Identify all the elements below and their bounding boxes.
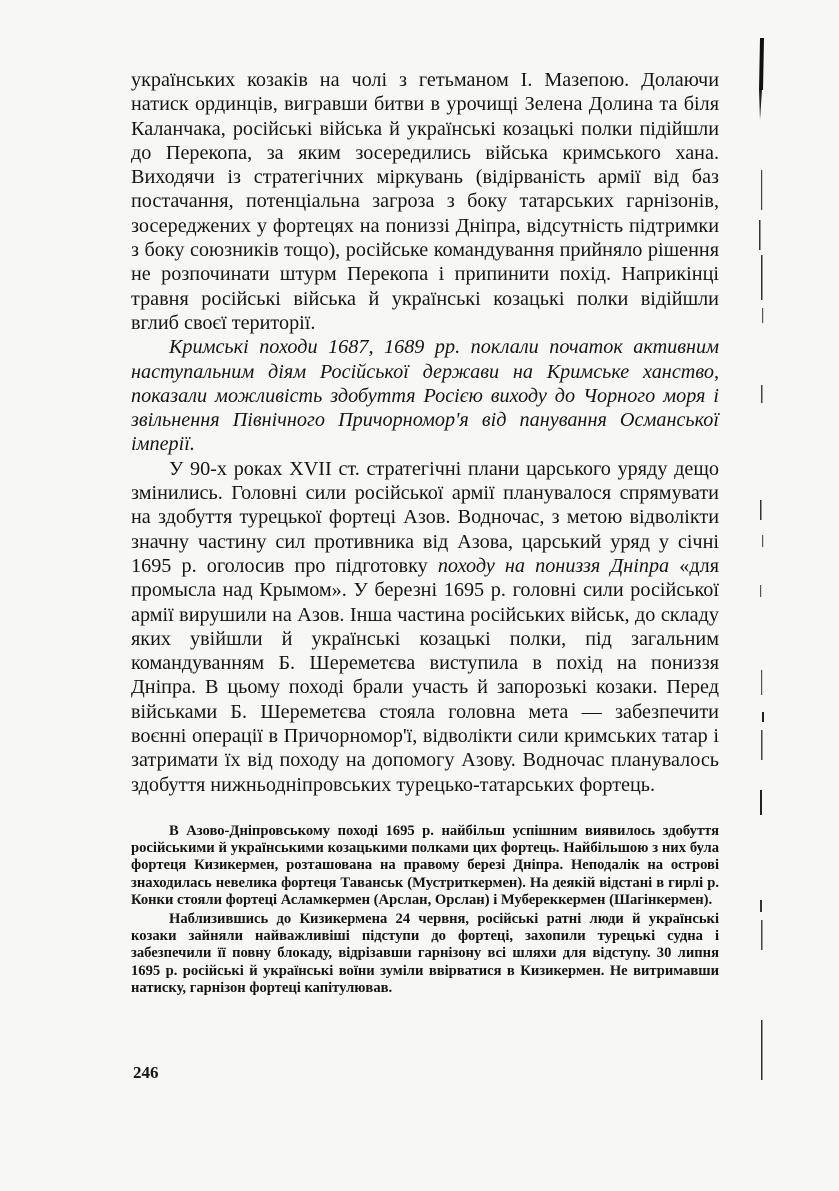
- note-paragraph-1: В Азово-Дніпровському поході 1695 р. найбільш успішним виявилось здобуття російськими й українськими козацькими полками цих фортець. Найбільшою з них була фортеця Кизикермен, розташована на правому березі Дніпра. Неподалік на острові знаходилась невелика фортеця Таванськ (Мустриткермен). На деякій відстані в гирлі р. Конки стояли фортеці Асламкермен (Арслан, Орслан) і Мубереккермен (Шагінкермен).: [131, 823, 719, 908]
- paragraph-3-after: «для промысла над Крымом». У березні 1695 р. головні сили російської армії вирушили на Азов. Інша частина російських військ, до складу яких увійшли й українські козацькі полки, під загальним командуванням Б. Шереметєва виступила в похід на пониззя Дніпра. В цьому поході брали участь й запорозькі козаки. Перед військами Б. Шереметєва стояла головна мета — забезпечити воєнні операції в Причорномор'ї, відволікти сили кримських татар і затримати їх від походу на допомогу Азову. Водночас планувалось здобуття нижньодніпровських турецько-татарських фортець.: [131, 554, 719, 796]
- page-number: 246: [133, 1063, 159, 1082]
- paragraph-2-italic-summary: Кримські походи 1687, 1689 рр. поклали початок активним наступальним діям Російської держави на Кримське ханство, показали можливість здобуття Росією виходу до Чорного моря і звільнення Північного Причорномор'я від панування Османської імперії.: [131, 336, 719, 456]
- small-print-section: [131, 823, 719, 997]
- paragraph-3-before: У 90-х роках XVII ст. стратегічні плани царського уряду дещо змінились. Головні сили російської армії планувалося спрямувати на здобуття турецької фортеці Азов. Водночас, з метою відволікти значну частину сил противника від Азова, царський уряд у січні 1695 р. оголосив про підготовку: [131, 457, 719, 577]
- paragraph-3: [131, 457, 719, 797]
- note-paragraph-2: Наблизившись до Кизикермена 24 червня, російські ратні люди й українські козаки зайняли найважливіші підступи до фортеці, захопили турецькі судна і забезпечили її повну блокаду, відрізавши гарнізону всі шляхи для відступу. 30 липня 1695 р. російські й українські воїни зуміли ввірватися в Кизикермен. Не витримавши натиску, гарнізон фортеці капітулював.: [131, 911, 719, 996]
- scan-margin-marks: [740, 30, 780, 1130]
- main-text: [131, 68, 719, 797]
- paragraph-3-emphasis: походу на пониззя Дніпра: [437, 554, 670, 577]
- paragraph-1: українських козаків на чолі з гетьманом І. Мазепою. Долаючи натиск ординців, вигравши битви в урочищі Зелена Долина та біля Каланчака, російські війська й українські козацькі полки підійшли до Перекопа, за яким зосередились війська кримського хана. Виходячи із стратегічних міркувань (відірваність армії від баз постачання, потенціальна загроза з боку татарських гарнізонів, зосереджених у фортецях на пониззі Дніпра, відсутність підтримки з боку союзників тощо), російське командування прийняло рішення не розпочинати штурм Перекопа і припинити похід. Наприкінці травня російські війська й українські козацькі полки відійшли вглиб своєї території.: [131, 69, 719, 334]
